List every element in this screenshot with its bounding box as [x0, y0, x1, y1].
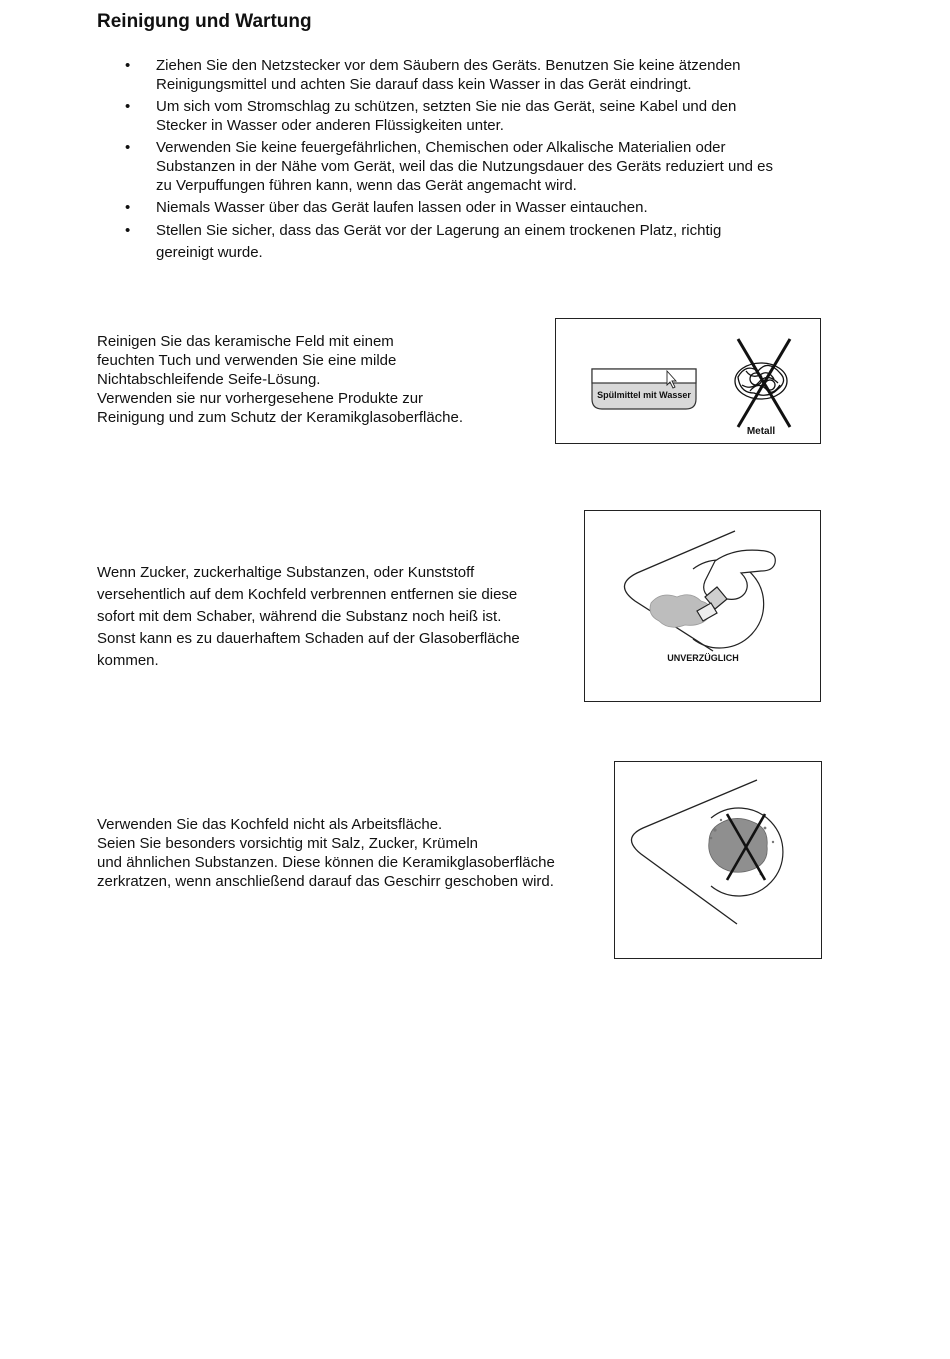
section2-line: versehentlich auf dem Kochfeld verbrennen entfernen sie diese — [97, 586, 518, 603]
cleaning-illustration — [556, 319, 820, 443]
bullet-dot-icon: • — [125, 199, 131, 216]
section1-line: Verwenden sie nur vorhergesehene Produkte zur — [97, 390, 424, 407]
section2-line: Wenn Zucker, zuckerhaltige Substanzen, oder Kunststoff — [97, 564, 475, 581]
caption-immediately: UNVERZÜGLICH — [667, 653, 739, 663]
bullet-item — [97, 220, 857, 264]
bullet-text: gereinigt wurde. — [156, 244, 263, 261]
bullet-text: Verwenden Sie keine feuergefährlichen, Chemischen oder Alkalische Materialien oder — [156, 139, 726, 156]
figure-cleaning-agents — [555, 318, 821, 444]
bullet-text: Reinigungsmittel und achten Sie darauf dass kein Wasser in das Gerät eindringt. — [156, 76, 692, 93]
bullet-dot-icon: • — [125, 98, 131, 115]
section2-text — [97, 562, 577, 672]
bullet-text: zu Verpuffungen führen kann, wenn das Gerät angemacht wird. — [156, 177, 577, 194]
page-title: Reinigung und Wartung — [97, 11, 312, 32]
bullet-text: Stellen Sie sicher, dass das Gerät vor der Lagerung an einem trockenen Platz, richtig — [156, 222, 722, 239]
section1-line: Reinigen Sie das keramische Feld mit einem — [97, 333, 394, 350]
safety-bullet-list — [97, 56, 857, 267]
scraper-illustration — [585, 511, 820, 701]
bullet-text: Substanzen in der Nähe vom Gerät, weil das die Nutzungsdauer des Geräts reduziert und es — [156, 158, 774, 175]
bullet-dot-icon: • — [125, 57, 131, 74]
figure-scraper — [584, 510, 821, 702]
crumbs-illustration — [615, 762, 821, 958]
section3-line: und ähnlichen Substanzen. Diese können die Keramikglasoberfläche — [97, 854, 555, 871]
bullet-text: Niemals Wasser über das Gerät laufen lassen oder in Wasser eintauchen. — [156, 199, 648, 216]
steel-wool-icon — [735, 363, 787, 399]
bullet-text: Stecker in Wasser oder anderen Flüssigkeiten unter. — [156, 117, 504, 134]
section1-line: Reinigung und zum Schutz der Keramikglasoberfläche. — [97, 409, 464, 426]
section1-line: Nichtabschleifende Seife-Lösung. — [97, 371, 321, 388]
section3-text — [97, 815, 617, 891]
bullet-item — [97, 198, 857, 217]
section3-line: zerkratzen, wenn anschließend darauf das Geschirr geschoben wird. — [97, 873, 554, 890]
bullet-item — [97, 97, 857, 135]
bullet-dot-icon: • — [125, 222, 131, 239]
bullet-text: Um sich vom Stromschlag zu schützen, setzten Sie nie das Gerät, seine Kabel und den — [156, 98, 737, 115]
section1-text — [97, 332, 537, 427]
figure-no-work-surface — [614, 761, 822, 959]
detergent-label: Spülmittel mit Wasser — [597, 390, 691, 400]
section2-line: kommen. — [97, 652, 159, 669]
section3-line: Verwenden Sie das Kochfeld nicht als Arbeitsfläche. — [97, 816, 443, 833]
section2-line: Sonst kann es zu dauerhaftem Schaden auf der Glasoberfläche — [97, 630, 520, 647]
section3-line: Seien Sie besonders vorsichtig mit Salz, Zucker, Krümeln — [97, 835, 478, 852]
metal-label: Metall — [746, 426, 776, 437]
bullet-item — [97, 138, 857, 195]
bullet-dot-icon: • — [125, 139, 131, 156]
bullet-item — [97, 56, 857, 94]
section2-line: sofort mit dem Schaber, während die Substanz noch heiß ist. — [97, 608, 502, 625]
bullet-text: Ziehen Sie den Netzstecker vor dem Säubern des Geräts. Benutzen Sie keine ätzenden — [156, 57, 741, 74]
section1-line: feuchten Tuch und verwenden Sie eine milde — [97, 352, 397, 369]
